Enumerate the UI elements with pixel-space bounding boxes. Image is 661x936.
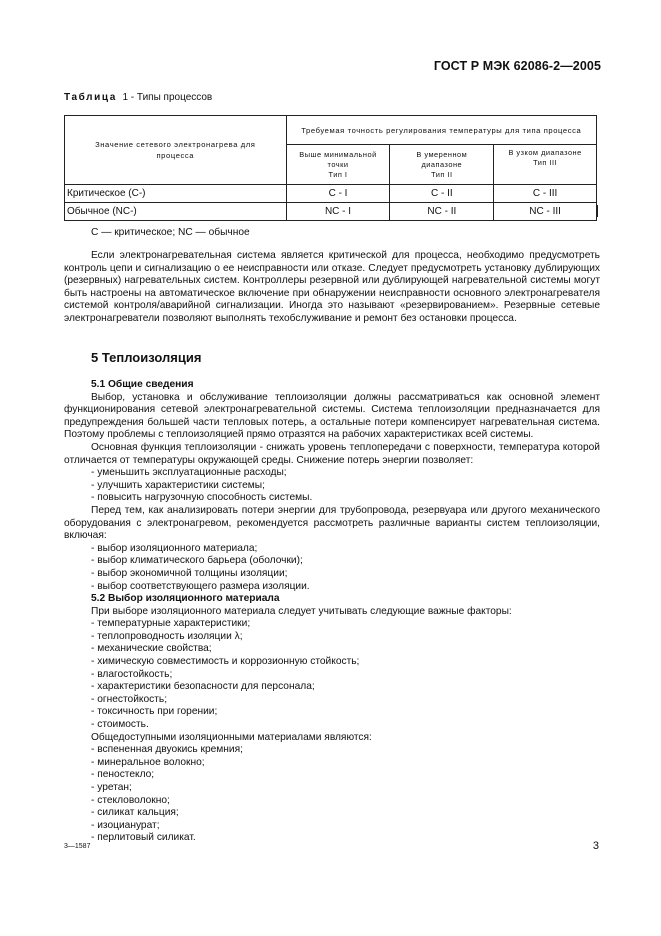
table-row — [65, 203, 597, 221]
subheader-line: диапазоне — [421, 159, 463, 169]
list-item: - выбор климатического барьера (оболочки); — [91, 555, 303, 567]
section-5-2-title: 5.2 Выбор изоляционного материала — [91, 593, 280, 605]
table-cell: NC - III — [494, 203, 597, 221]
table-caption — [64, 92, 212, 103]
list-item: - стоимость. — [91, 719, 149, 731]
energy-benefits-list — [64, 467, 600, 505]
section-5-title: 5 Теплоизоляция — [91, 350, 202, 365]
list-item: - механические свойства; — [91, 643, 212, 655]
row-label: Обычное (NC-) — [65, 203, 287, 221]
section-5-1-paragraph-2: Основная функция теплоизоляции - снижать уровень теплопередачи с поверхности, температура которой отличается от температуры окружающей среды. Снижение потерь энергии позволяет: — [64, 441, 600, 466]
section-5-2-paragraph-2: Общедоступными изоляционными материалами являются: — [91, 731, 372, 743]
revision-bar — [597, 205, 598, 217]
selection-factors-list — [64, 618, 600, 731]
section-5-body — [64, 379, 600, 845]
standard-header: ГОСТ Р МЭК 62086-2—2005 — [433, 59, 601, 73]
insulation-options-list — [64, 543, 600, 593]
list-item: - температурные характеристики; — [91, 618, 251, 630]
subheader-line: точки — [327, 159, 349, 169]
list-item: - характеристики безопасности для персонала; — [91, 681, 315, 693]
subheader-line: Тип I — [328, 169, 348, 179]
list-item: - вспененная двуокись кремния; — [91, 744, 243, 756]
section-5-2-paragraph-1: При выборе изоляционного материала следует учитывать следующие важные факторы: — [91, 605, 512, 617]
table-cell: NC - I — [286, 203, 390, 221]
list-item: - теплопроводность изоляции λ; — [91, 630, 243, 642]
list-item: - выбор соответствующего размера изоляции. — [91, 580, 310, 592]
list-item: - выбор экономичной толщины изоляции; — [91, 567, 288, 579]
table-row — [65, 185, 597, 203]
table-subheader-type3 — [494, 145, 597, 185]
table-header-value: Значение сетевого электронагрева для процесса — [65, 116, 287, 185]
table-note: С — критическое; NC — обычное — [91, 227, 250, 238]
list-item: - повысить нагрузочную способность системы. — [91, 492, 313, 504]
table-cell: C - II — [390, 185, 494, 203]
list-item: - пеностекло; — [91, 769, 155, 781]
intro-paragraph-block — [64, 250, 600, 326]
section-5-1-paragraph-1: Выбор, установка и обслуживание теплоизоляции должны рассматриваться как основной элемент функционирования сетевой электронагревательной системы. Система теплоизоляции предназначается для предупреждения большей части тепловых потерь, а остальные потери компенсирует нагревательная система. Поэтому проблемы с теплоизоляцией прямо отразятся на рабочих характеристиках всей системы. — [64, 391, 600, 441]
list-item: - уменьшить эксплуатационные расходы; — [91, 467, 287, 479]
process-types-table — [64, 115, 597, 221]
row-label: Критическое (С-) — [65, 185, 287, 203]
list-item: - токсичность при горении; — [91, 706, 218, 718]
print-code: 3—1587 — [64, 843, 91, 850]
materials-list — [64, 744, 600, 845]
table-cell: C - III — [494, 185, 597, 203]
intro-paragraph: Если электронагревательная система является критической для процесса, необходимо предусмотреть контроль цепи и сигнализацию о ее неисправности или отказе. Следует предусмотреть установку дублирующих (резервных) нагревательных систем. Контроллеры резервной или дублирующей нагревательной системы могут быть настроены на автоматическое включение при обнаружении неисправности основного электронагревателя системой контроля/аварийной сигнализации. Иногда это называют «резервированием». Резервные сетевые электронагреватели позволяют выполнять техобслуживание и ремонт без остановки процесса. — [64, 250, 600, 324]
table-header-required: Требуемая точность регулирования температуры для типа процесса — [286, 116, 596, 145]
subheader-line: Выше минимальной — [299, 149, 377, 159]
table-caption-text: 1 - Типы процессов — [122, 92, 213, 103]
list-item: - силикат кальция; — [91, 807, 179, 819]
list-item: - стекловолокно; — [91, 794, 170, 806]
list-item: - химическую совместимость и коррозионную стойкость; — [91, 656, 360, 668]
subheader-line: В умеренном — [416, 149, 468, 159]
list-item: - выбор изоляционного материала; — [91, 542, 258, 554]
section-5-1-paragraph-3: Перед тем, как анализировать потери энергии для трубопровода, резервуара или другого механического оборудования с электронагревом, рекомендуется рассмотреть различные варианты систем теплоизоляции, включая: — [64, 504, 600, 542]
table-cell: C - I — [286, 185, 390, 203]
section-5-1-title: 5.1 Общие сведения — [91, 379, 194, 390]
subheader-line: В узком диапазоне — [508, 148, 582, 157]
table-cell: NC - II — [390, 203, 494, 221]
list-item: - перлитовый силикат. — [91, 832, 196, 844]
list-item: - изоцианурат; — [91, 819, 160, 831]
table-caption-label: Таблица — [64, 92, 117, 103]
page-number: 3 — [592, 840, 599, 852]
list-item: - минеральное волокно; — [91, 756, 205, 768]
subheader-line: Тип II — [431, 169, 453, 179]
table-subheader-type1 — [286, 145, 390, 185]
list-item: - огнестойкость; — [91, 693, 168, 705]
list-item: - улучшить характеристики системы; — [91, 479, 265, 491]
table-subheader-type2 — [390, 145, 494, 185]
list-item: - влагостойкость; — [91, 668, 173, 680]
list-item: - уретан; — [91, 782, 132, 793]
subheader-line: Тип III — [533, 158, 558, 167]
